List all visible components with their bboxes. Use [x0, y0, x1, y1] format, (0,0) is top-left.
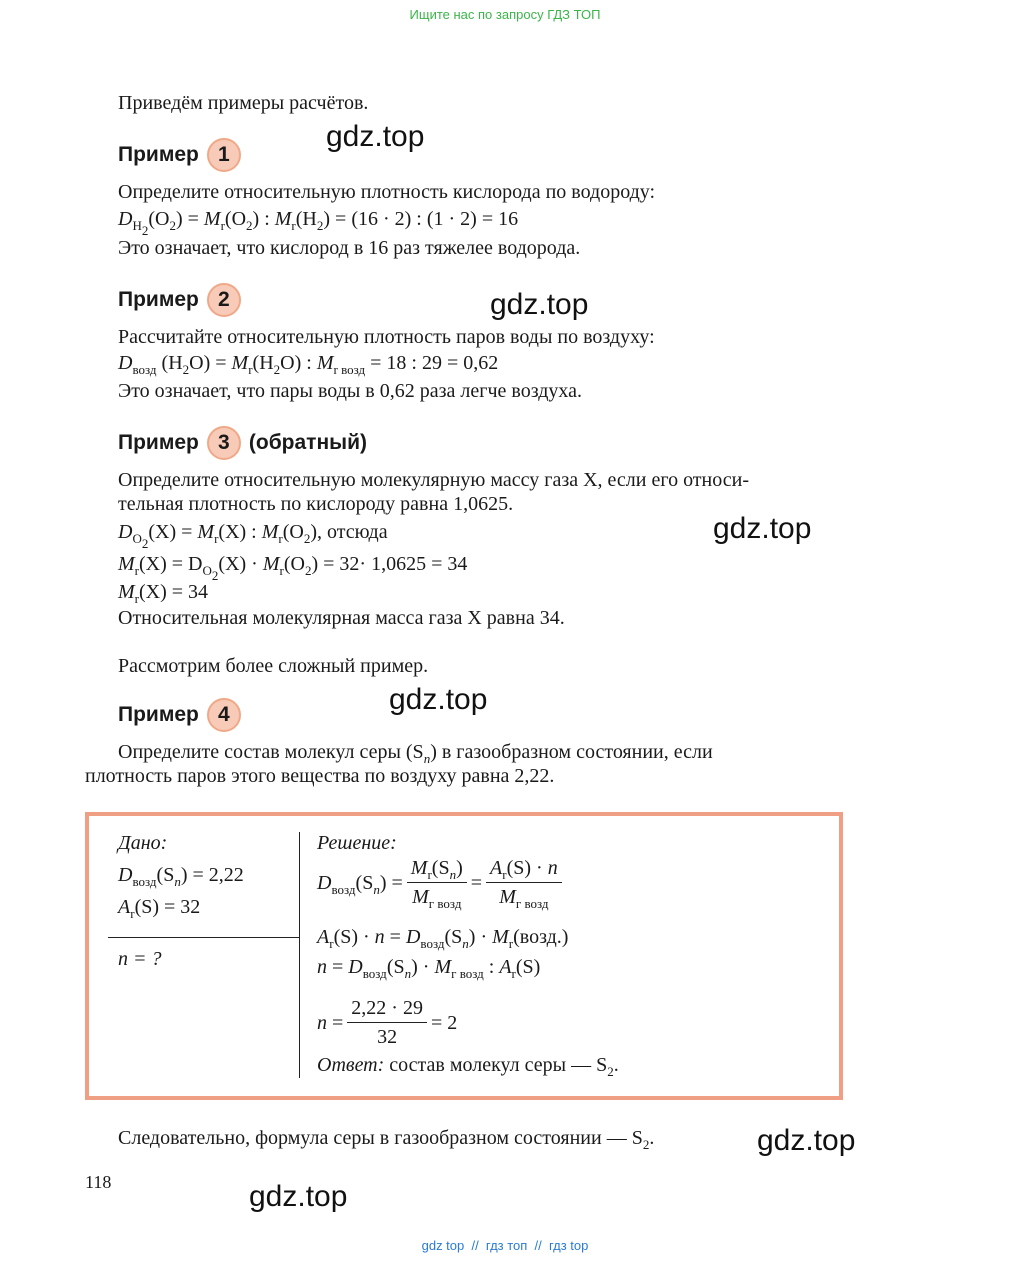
example-1-formula: $D_{H_2}(O_2) = M_r(O_2)$ : $M_r(H_2) = (16 \cdot 2)$ : (1 · 2) = 16: [118, 208, 519, 238]
example-3-task-line1: Определите относительную молекулярную массу газа X, если его относи-: [118, 469, 749, 491]
final-text: Следовательно, формула серы в газообразном состоянии — $S_2$.: [118, 1127, 655, 1152]
example-4-heading: [118, 698, 241, 732]
watermark: gdz.top: [249, 1180, 348, 1213]
example-number-badge: 3: [207, 426, 241, 460]
example-1-conclusion: Это означает, что кислород в 16 раз тяжелее водорода.: [118, 237, 581, 259]
given-title: Дано:: [118, 832, 168, 854]
example-3-formula-3: $M_r(X) = 34$: [118, 581, 209, 606]
example-3-heading: [118, 426, 367, 460]
example-2-conclusion: Это означает, что пары воды в 0,62 раза легче воздуха.: [118, 380, 583, 402]
solution-eq-1: $D_{возд}(S_n)$ = $\frac{M_r(S_n)}{M_{г возд}}$ = $\frac{A_r(S) \cdot n}{M_{г возд}}$: [317, 856, 566, 909]
example-label: Пример: [118, 703, 199, 726]
find-unknown: n = ?: [118, 948, 162, 970]
intro-text: Приведём примеры расчётов.: [118, 92, 369, 114]
example-label: Пример: [118, 288, 199, 311]
given-atomic-mass: $A_r(S) = 32$: [118, 896, 201, 921]
example-4-task-line2: плотность паров этого вещества по воздуху равна 2,22.: [85, 765, 555, 787]
transition-text: Рассмотрим более сложный пример.: [118, 655, 429, 677]
solution-eq-3: $n = D_{возд}(S_n) \cdot M_{г возд}$ : $A_r(S)$: [317, 956, 541, 981]
watermark: gdz.top: [490, 288, 589, 321]
example-3-conclusion: Относительная молекулярная масса газа X равна 34.: [118, 607, 565, 629]
watermark: gdz.top: [713, 512, 812, 545]
example-label: Пример: [118, 143, 199, 166]
example-number-badge: 2: [207, 283, 241, 317]
example-2-heading: [118, 283, 241, 317]
example-1-heading: [118, 138, 241, 172]
top-note: Ищите нас по запросу ГДЗ ТОП: [409, 7, 601, 22]
watermark: gdz.top: [326, 120, 425, 153]
box-divider: [299, 832, 300, 1078]
footer: gdz top // гдз топ // гдз top: [421, 1238, 589, 1253]
example-4-task-line1: Определите состав молекул серы $(S_n)$ в газообразном состоянии, если: [118, 741, 713, 766]
example-number-badge: 1: [207, 138, 241, 172]
example-2-formula: $D_{возд}$ $(H_2O) = M_r(H_2O)$ : $M_{r возд} = 18$ : 29 = 0,62: [118, 352, 499, 377]
example-number-badge: 4: [207, 698, 241, 732]
page-number: 118: [85, 1172, 112, 1192]
given-density: $D_{возд}(S_n) = 2,22$: [118, 864, 244, 889]
example-3-formula-1: $D_{O_2}(X) = M_r(X)$ : $M_r(O_2)$, отсюда: [118, 521, 388, 551]
example-3-formula-2: $M_r(X) = D_{O_2}(X) \cdot M_r(O_2) = 32\cdot 1,0625 = 34$: [118, 553, 468, 583]
example-label: Пример: [118, 431, 199, 454]
example-1-task: Определите относительную плотность кислорода по водороду:: [118, 181, 656, 203]
example-3-task-line2: тельная плотность по кислороду равна 1,0625.: [118, 493, 514, 515]
watermark: gdz.top: [757, 1124, 856, 1157]
given-divider: [108, 937, 300, 938]
solution-title: Решение:: [317, 832, 397, 854]
solution-eq-2: $A_r(S) \cdot n = D_{возд}(S_n)$ · $M_r(возд.)$: [317, 926, 569, 951]
example-suffix: (обратный): [248, 431, 367, 454]
solution-eq-4: n = $\frac{2,22 \cdot 29}{32}$ = 2: [317, 997, 458, 1048]
watermark: gdz.top: [389, 683, 488, 716]
solution-answer: Ответ: состав молекул серы — $S_2$.: [317, 1054, 619, 1079]
example-2-task: Рассчитайте относительную плотность паров воды по воздуху:: [118, 326, 655, 348]
